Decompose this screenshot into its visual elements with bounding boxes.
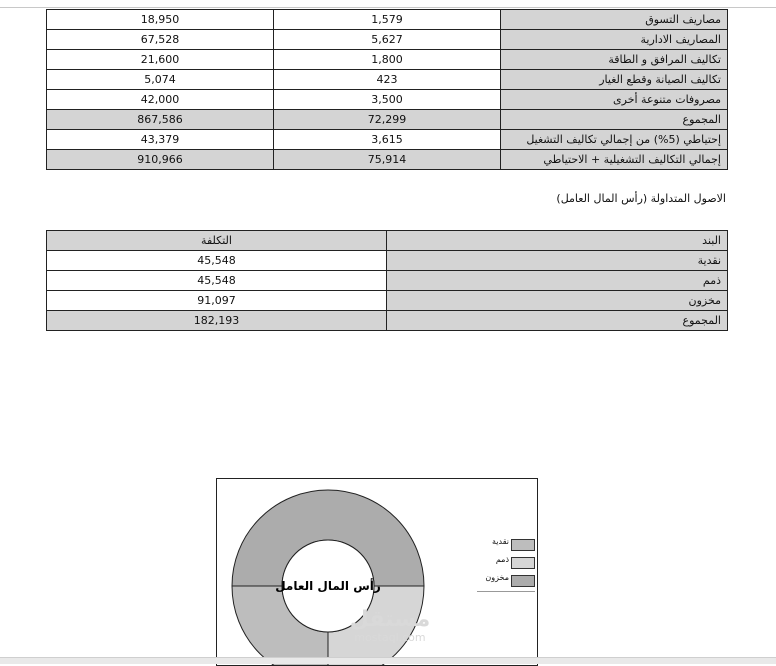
current-assets-table: [46, 230, 728, 331]
legend-label: ذمم: [495, 555, 509, 564]
chart-title: رأس المال العامل: [275, 579, 381, 593]
cost-label-cell: تكاليف المرافق و الطاقة: [501, 50, 728, 70]
item-cell: المجموع: [387, 311, 728, 331]
legend-item: [475, 537, 535, 555]
table-row: [47, 50, 728, 70]
legend-item: [475, 573, 535, 591]
cost-cell: 45,548: [47, 271, 387, 291]
table-row: [47, 150, 728, 170]
table-row: [47, 271, 728, 291]
annual-cost-cell: 67,528: [47, 30, 274, 50]
page-top-edge: [0, 7, 776, 8]
table-row: [47, 30, 728, 50]
annual-cost-cell: 910,966: [47, 150, 274, 170]
annual-cost-cell: 42,000: [47, 90, 274, 110]
table-row: [47, 130, 728, 150]
legend-swatch: [511, 575, 535, 587]
cost-label-cell: المجموع: [501, 110, 728, 130]
table-row: [47, 70, 728, 90]
cost-label-cell: مصاريف التسوق: [501, 10, 728, 30]
header-cost: التكلفة: [47, 231, 387, 251]
table-row: [47, 311, 728, 331]
table-row: [47, 10, 728, 30]
header-item: البند: [387, 231, 728, 251]
monthly-cost-cell: 75,914: [274, 150, 501, 170]
annual-cost-cell: 18,950: [47, 10, 274, 30]
table-row: [47, 110, 728, 130]
annual-cost-cell: 867,586: [47, 110, 274, 130]
item-cell: ذمم: [387, 271, 728, 291]
cost-cell: 45,548: [47, 251, 387, 271]
legend-swatch: [511, 557, 535, 569]
cost-label-cell: المصاريف الادارية: [501, 30, 728, 50]
monthly-cost-cell: 1,579: [274, 10, 501, 30]
monthly-cost-cell: 5,627: [274, 30, 501, 50]
cost-cell: 182,193: [47, 311, 387, 331]
monthly-cost-cell: 1,800: [274, 50, 501, 70]
legend-label: نقدية: [492, 537, 509, 546]
watermark-subtext: mostaql.com: [354, 631, 426, 644]
legend-divider: [477, 591, 535, 592]
monthly-cost-cell: 72,299: [274, 110, 501, 130]
chart-legend: [475, 537, 535, 591]
monthly-cost-cell: 3,615: [274, 130, 501, 150]
legend-label: مخزون: [485, 573, 509, 582]
legend-item: [475, 555, 535, 573]
cost-label-cell: إحتياطي (5%) من إجمالي تكاليف التشغيل: [501, 130, 728, 150]
table-row: [47, 251, 728, 271]
table-row: [47, 90, 728, 110]
cost-cell: 91,097: [47, 291, 387, 311]
item-cell: نقدية: [387, 251, 728, 271]
annual-cost-cell: 5,074: [47, 70, 274, 90]
operating-costs-table: [46, 9, 728, 170]
annual-cost-cell: 21,600: [47, 50, 274, 70]
working-capital-chart: [216, 478, 538, 666]
table-header-row: [47, 231, 728, 251]
watermark-text: مستقل: [349, 607, 431, 632]
legend-swatch: [511, 539, 535, 551]
section-title-working-capital: الاصول المتداولة (رأس المال العامل): [556, 192, 726, 205]
monthly-cost-cell: 423: [274, 70, 501, 90]
monthly-cost-cell: 3,500: [274, 90, 501, 110]
cost-label-cell: مصروفات متنوعة أخرى: [501, 90, 728, 110]
annual-cost-cell: 43,379: [47, 130, 274, 150]
cost-label-cell: إجمالي التكاليف التشغيلية + الاحتياطي: [501, 150, 728, 170]
table-row: [47, 291, 728, 311]
item-cell: مخزون: [387, 291, 728, 311]
cost-label-cell: تكاليف الصيانة وقطع الغيار: [501, 70, 728, 90]
